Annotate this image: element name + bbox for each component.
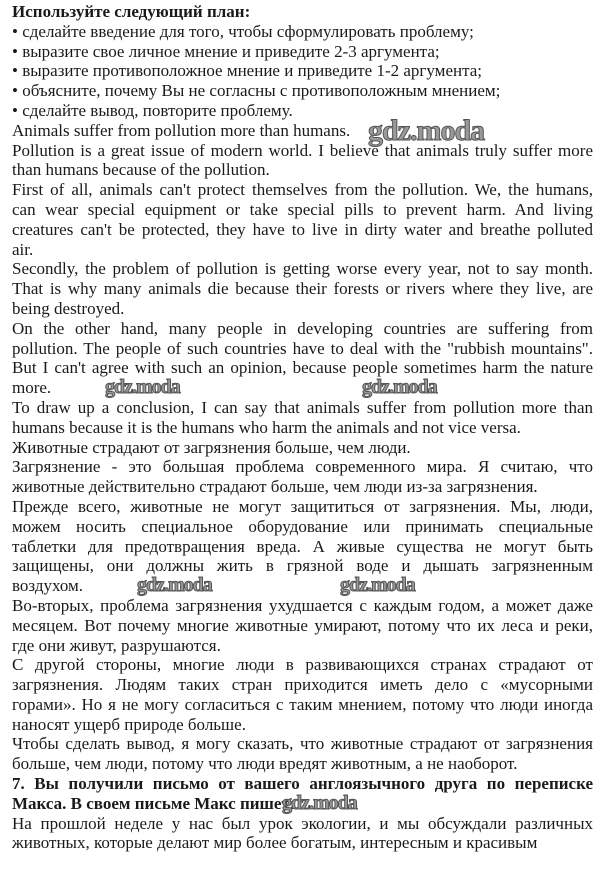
paragraph [12, 457, 593, 497]
watermark: gdz.moda [105, 376, 180, 398]
text-line: наносят ущерб природе больше. [12, 714, 246, 734]
text-line: можем носить специальное оборудование или принимать специальные [12, 516, 593, 536]
paragraph [12, 114, 593, 147]
text-line: Pollution is a great issue of modern world. I believe that animals truly suffer more [12, 140, 593, 160]
text-line: Животные страдают от загрязнения больше, чем люди. [12, 437, 411, 457]
text-line: загрязнения. Людям таких стран приходится иметь дело с «мусорными [12, 675, 593, 695]
text-line: humans because it is the humans who harm the animals and not vice versa. [12, 417, 521, 437]
text-line: где они живут, разрушаются. [12, 635, 221, 655]
text-line: защищены, они должны жить в грязной воде и дышать загрязненным [12, 556, 593, 576]
text-line: • сделайте введение для того, чтобы сформулировать проблему; [12, 21, 474, 41]
text-line: Secondly, the problem of pollution is getting worse every year, not to say month. [12, 259, 593, 279]
text-line: воздухом. [12, 576, 84, 596]
text-line: To draw up a conclusion, I can say that animals suffer from pollution more than [12, 397, 593, 417]
text-line: • сделайте вывод, повторите проблему. [12, 100, 293, 120]
section-heading [12, 2, 593, 22]
text-line: таблетки для предотвращения вреда. А живые существа не могут быть [12, 536, 593, 556]
paragraph [12, 398, 593, 438]
text-line: Загрязнение - это большая проблема современного мира. Я считаю, что [12, 457, 593, 477]
paragraph [12, 81, 593, 101]
paragraph [12, 180, 593, 259]
text-line: На прошлой неделе у нас был урок экологии, и мы обсуждали различных [12, 813, 593, 833]
document-body [12, 2, 593, 853]
text-line: месяцем. Вот почему многие животные умирают, потому что их леса и реки, [12, 615, 593, 635]
watermark: gdz.moda [137, 574, 212, 596]
text-line: Прежде всего, животные не могут защититься от загрязнения. Мы, люди, [12, 496, 593, 516]
text-line: than humans because of the pollution. [12, 160, 270, 180]
text-line: • выразите свое личное мнение и приведите 2-3 аргумента; [12, 41, 440, 61]
paragraph [12, 42, 593, 62]
paragraph [12, 101, 593, 121]
text-line: First of all, animals can't protect themselves from the pollution. We, the humans, [12, 180, 593, 200]
paragraph [12, 22, 593, 42]
text-line: being destroyed. [12, 298, 125, 318]
text-line: air. [12, 239, 34, 259]
text-line: больше, чем люди, потому что люди вредят животным, а не наоборот. [12, 754, 518, 774]
paragraph [12, 61, 593, 81]
paragraph [12, 734, 593, 774]
text-line: 7. Вы получили письмо от вашего англоязычного друга по переписке [12, 774, 593, 794]
watermark: gdz.moda [368, 114, 485, 147]
paragraph [12, 319, 593, 398]
text-line: Чтобы сделать вывод, я могу сказать, что животные страдают от загрязнения [12, 734, 593, 754]
watermark: gdz.moda [282, 792, 357, 814]
paragraph [12, 438, 593, 458]
text-line: But I can't agree with such an opinion, because people sometimes harm the nature [12, 358, 593, 378]
paragraph [12, 814, 593, 854]
text-line: горами». Но я не могу согласиться с таким мнением, потому что люди иногда [12, 694, 593, 714]
text-line: Во-вторых, проблема загрязнения ухудшается с каждым годом, а может даже [12, 595, 593, 615]
text-line: • объясните, почему Вы не согласны с противоположным мнением; [12, 81, 501, 101]
text-line: животных, которые делают мир более богатым, интересным и красивым [12, 833, 538, 853]
text-line: more. [12, 378, 52, 398]
text-line: can wear special equipment or take special pills to prevent harm. And living [12, 199, 593, 219]
text-line: That is why many animals die because their forests or rivers where they live, are [12, 279, 593, 299]
text-line: On the other hand, many people in developing countries are suffering from [12, 318, 593, 338]
text-line: Используйте следующий план: [12, 2, 251, 21]
paragraph [12, 596, 593, 655]
section-heading [12, 774, 593, 814]
text-line: животные действительно страдают больше, чем люди из-за загрязнения. [12, 477, 538, 497]
paragraph [12, 141, 593, 181]
text-line: creatures can't be protected, they have to live in dirty water and breathe polluted [12, 219, 593, 239]
watermark: gdz.moda [340, 574, 415, 596]
text-line: Animals suffer from pollution more than humans. [12, 120, 351, 140]
paragraph [12, 259, 593, 318]
paragraph [12, 497, 593, 596]
text-line: Макса. В своем письме Макс пишет: [12, 793, 296, 813]
paragraph [12, 655, 593, 734]
watermark: gdz.moda [362, 376, 437, 398]
text-line: • выразите противоположное мнение и приведите 1-2 аргумента; [12, 61, 482, 81]
text-line: С другой стороны, многие люди в развивающихся странах страдают от [12, 655, 593, 675]
text-line: pollution. The people of such countries have to deal with the "rubbish mountains". [12, 338, 593, 358]
